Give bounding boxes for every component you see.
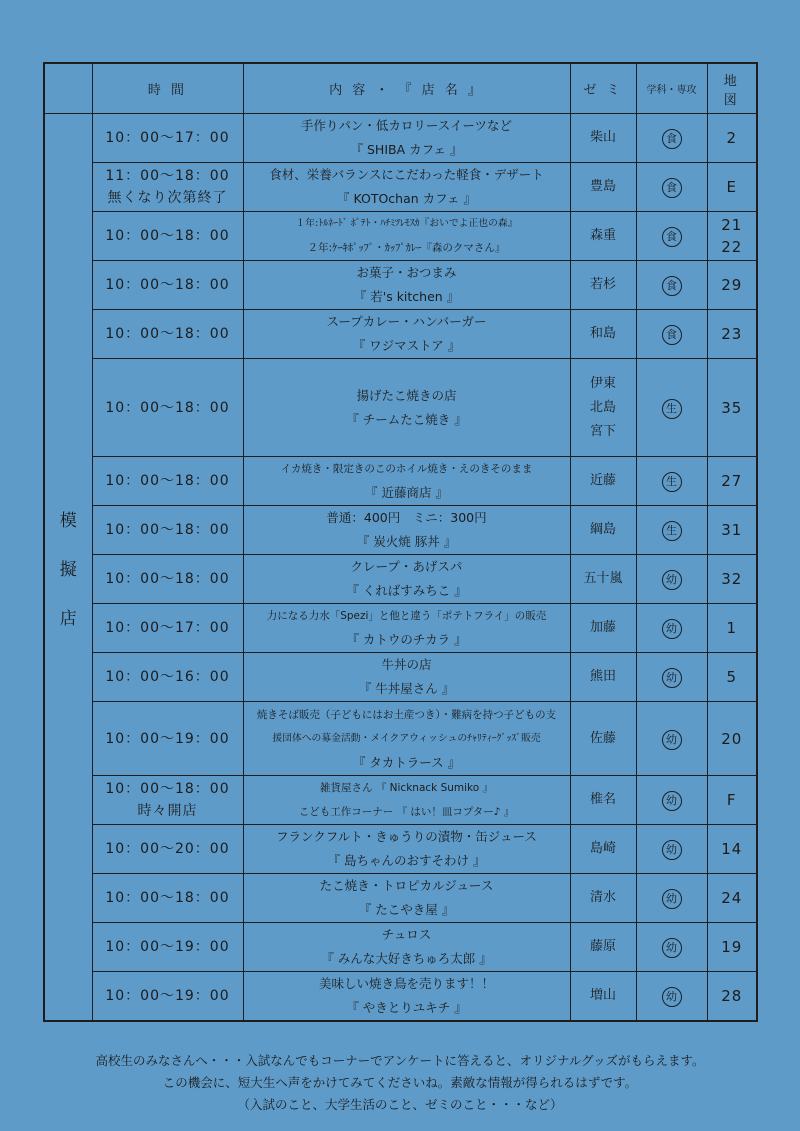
content-text: 『 KOTOchan カフェ 』 xyxy=(337,191,476,206)
map-number: F xyxy=(726,791,737,809)
content-text: 焼きそば販売（子どもにはお土産つき）・難病を持つ子どもの支 xyxy=(256,708,557,721)
time-cell xyxy=(92,923,243,972)
zemi-name: 加藤 xyxy=(589,620,616,635)
zemi-cell xyxy=(570,359,636,457)
map-cell xyxy=(707,555,757,604)
time-text: 10：00～18：00 xyxy=(105,277,230,293)
map-number: E xyxy=(726,178,737,196)
time-text: 10：00～18：00 xyxy=(105,473,230,489)
time-text: 10：00～18：00 xyxy=(105,890,230,906)
zemi-name: 椎名 xyxy=(589,792,616,807)
dept-badge: 幼 xyxy=(662,889,682,909)
zemi-cell xyxy=(570,776,636,825)
content-cell xyxy=(243,776,570,825)
category-label: 店 xyxy=(59,608,77,629)
content-text: １年:ﾄﾙﾈｰﾄﾞ ﾎﾟﾃﾄ・ﾊﾁﾐﾂﾚﾓｽｶ『おいでよ正也の森』 xyxy=(295,218,518,229)
map-cell xyxy=(707,506,757,555)
dept-badge: 幼 xyxy=(662,619,682,639)
content-text: 『 くればすみちこ 』 xyxy=(346,583,467,598)
dept-badge: 幼 xyxy=(662,987,682,1007)
content-cell xyxy=(243,653,570,702)
content-text: ２年:ｹｰｷﾎﾟｯﾌﾟ・ｶｯﾌﾟｶﾚｰ『森のクマさん』 xyxy=(307,242,506,254)
stall-row xyxy=(44,261,757,310)
time-cell xyxy=(92,506,243,555)
map-number: 22 xyxy=(721,238,743,256)
zemi-cell xyxy=(570,212,636,261)
zemi-name: 豊島 xyxy=(589,179,616,194)
header-zemi: ゼ ミ xyxy=(570,63,636,114)
zemi-name: 近藤 xyxy=(589,473,616,488)
map-number: 21 xyxy=(721,216,743,234)
content-cell xyxy=(243,359,570,457)
content-text: イカ焼き・限定きのこのホイル焼き・えのきそのまま xyxy=(280,463,533,475)
dept-cell xyxy=(636,825,707,874)
stall-row xyxy=(44,212,757,261)
content-text: フランクフルト・きゅうりの漬物・缶ジュース xyxy=(276,829,537,844)
zemi-cell xyxy=(570,555,636,604)
content-cell xyxy=(243,972,570,1022)
zemi-name: 若杉 xyxy=(589,277,616,292)
content-text: 揚げたこ焼きの店 xyxy=(356,387,457,403)
dept-cell xyxy=(636,457,707,506)
time-text: 無くなり次第終了 xyxy=(107,190,228,206)
dept-cell xyxy=(636,359,707,457)
stall-row xyxy=(44,825,757,874)
zemi-name: 佐藤 xyxy=(589,730,616,746)
stall-row xyxy=(44,359,757,457)
zemi-name: 清水 xyxy=(589,890,616,905)
dept-cell xyxy=(636,776,707,825)
dept-cell xyxy=(636,212,707,261)
content-cell xyxy=(243,702,570,776)
content-text: 力になる力水「Spezi」と他と違う「ポテトフライ」の販売 xyxy=(266,610,547,622)
content-text: チュロス xyxy=(381,927,432,942)
header-map-top: 地 xyxy=(723,73,740,89)
content-text: クレープ・あげスパ xyxy=(350,559,463,574)
time-text: 10：00～18：00 xyxy=(105,781,230,797)
header-category-blank xyxy=(44,63,92,114)
zemi-cell xyxy=(570,972,636,1022)
dept-cell xyxy=(636,874,707,923)
content-text: 美味しい焼き鳥を売ります！！ xyxy=(318,976,494,991)
map-number: 2 xyxy=(726,129,738,147)
content-text: 牛丼の店 xyxy=(381,657,432,672)
content-text: 『 チームたこ焼き 』 xyxy=(346,411,467,427)
zemi-cell xyxy=(570,506,636,555)
content-text: 援団体への募金活動・メイクアウィッシュのﾁｬﾘﾃｨｰｸﾞｯｽﾞ販売 xyxy=(272,732,541,744)
content-cell xyxy=(243,163,570,212)
content-cell xyxy=(243,212,570,261)
zemi-cell xyxy=(570,114,636,163)
category-label: 擬 xyxy=(59,559,77,580)
map-number: 24 xyxy=(721,889,743,907)
zemi-name: 柴山 xyxy=(589,130,616,145)
zemi-name: 北島 xyxy=(589,399,616,415)
dept-cell xyxy=(636,653,707,702)
map-cell xyxy=(707,114,757,163)
map-number: 31 xyxy=(721,521,743,539)
content-text: 食材、栄養バランスにこだわった軽食・デザート xyxy=(269,167,544,182)
content-text: 『 カトウのチカラ 』 xyxy=(346,632,467,647)
dept-cell xyxy=(636,114,707,163)
map-number: 1 xyxy=(726,619,738,637)
zemi-cell xyxy=(570,825,636,874)
zemi-cell xyxy=(570,310,636,359)
content-cell xyxy=(243,261,570,310)
content-text: スープカレー・ハンバーガー xyxy=(326,314,487,329)
map-number: 32 xyxy=(721,570,743,588)
map-cell xyxy=(707,359,757,457)
map-number: 28 xyxy=(721,987,743,1005)
time-cell xyxy=(92,702,243,776)
map-number: 14 xyxy=(721,840,743,858)
time-text: 10：00～18：00 xyxy=(105,571,230,587)
map-number: 29 xyxy=(721,276,743,294)
time-text: 10：00～19：00 xyxy=(105,988,230,1004)
time-cell xyxy=(92,212,243,261)
content-text: 『 若's kitchen 』 xyxy=(353,289,460,304)
zemi-name: 和島 xyxy=(589,326,616,341)
content-cell xyxy=(243,310,570,359)
dept-cell xyxy=(636,310,707,359)
zemi-cell xyxy=(570,261,636,310)
time-text: 10：00～17：00 xyxy=(105,130,230,146)
map-cell xyxy=(707,604,757,653)
dept-cell xyxy=(636,261,707,310)
footer-line: この機会に、短大生へ声をかけてみてくださいね。素敵な情報が得られるはずです。 xyxy=(162,1075,638,1090)
dept-badge: 生 xyxy=(662,399,682,419)
content-text: 『 ワジマストア 』 xyxy=(352,338,461,353)
map-cell xyxy=(707,653,757,702)
content-text: お菓子・おつまみ xyxy=(356,265,457,280)
content-text: 雑貨屋さん 『 Nicknack Sumiko 』 xyxy=(319,782,493,794)
map-number: 23 xyxy=(721,325,743,343)
zemi-cell xyxy=(570,923,636,972)
content-text: 『 みんな大好きちゅろ太郎 』 xyxy=(321,951,492,966)
zemi-cell xyxy=(570,604,636,653)
footer-line: （入試のこと、大学生活のこと、ゼミのこと・・・など） xyxy=(237,1097,563,1112)
zemi-cell xyxy=(570,457,636,506)
category-cell xyxy=(44,114,92,1022)
time-text: 10：00～18：00 xyxy=(105,522,230,538)
map-cell xyxy=(707,702,757,776)
stall-row xyxy=(44,776,757,825)
stall-row xyxy=(44,923,757,972)
time-text: 10：00～18：00 xyxy=(105,326,230,342)
stall-row xyxy=(44,114,757,163)
header-time: 時 間 xyxy=(92,63,243,114)
stall-row xyxy=(44,310,757,359)
content-text: 手作りパン・低カロリースイーツなど xyxy=(300,118,513,133)
dept-badge: 幼 xyxy=(662,668,682,688)
dept-badge: 幼 xyxy=(662,730,682,750)
content-text: たこ焼き・トロピカルジュース xyxy=(319,878,494,893)
time-text: 10：00～19：00 xyxy=(105,939,230,955)
stall-row xyxy=(44,555,757,604)
content-cell xyxy=(243,506,570,555)
stall-row xyxy=(44,874,757,923)
time-cell xyxy=(92,653,243,702)
dept-badge: 食 xyxy=(662,178,682,198)
footer-notice xyxy=(0,1050,800,1116)
stall-row xyxy=(44,457,757,506)
zemi-cell xyxy=(570,702,636,776)
content-text: 『 近藤商店 』 xyxy=(365,485,448,500)
time-cell xyxy=(92,310,243,359)
header-row xyxy=(44,63,757,114)
time-cell xyxy=(92,874,243,923)
content-cell xyxy=(243,457,570,506)
content-text: 『 タカトラース 』 xyxy=(352,754,461,770)
map-cell xyxy=(707,825,757,874)
map-cell xyxy=(707,457,757,506)
content-text: 『 たこやき屋 』 xyxy=(358,902,455,917)
dept-badge: 幼 xyxy=(662,791,682,811)
zemi-name: 増山 xyxy=(589,988,616,1003)
content-text: 『 炭火焼 豚丼 』 xyxy=(356,534,457,549)
dept-badge: 食 xyxy=(662,129,682,149)
time-text: 10：00～18：00 xyxy=(105,228,230,244)
content-cell xyxy=(243,825,570,874)
time-cell xyxy=(92,261,243,310)
stall-row xyxy=(44,163,757,212)
time-cell xyxy=(92,776,243,825)
header-content: 内 容 ・ 『 店 名 』 xyxy=(243,63,570,114)
content-cell xyxy=(243,923,570,972)
content-cell xyxy=(243,114,570,163)
time-text: 10：00～20：00 xyxy=(105,841,230,857)
map-cell xyxy=(707,163,757,212)
dept-badge: 食 xyxy=(662,276,682,296)
zemi-name: 熊田 xyxy=(589,669,616,684)
map-cell xyxy=(707,310,757,359)
dept-badge: 食 xyxy=(662,227,682,247)
zemi-cell xyxy=(570,163,636,212)
dept-badge: 幼 xyxy=(662,840,682,860)
dept-cell xyxy=(636,604,707,653)
content-text: こども工作コーナー 『 はい！皿コプター♪ 』 xyxy=(298,806,515,818)
zemi-name: 森重 xyxy=(589,228,616,243)
time-text: 10：00～19：00 xyxy=(105,730,230,747)
time-text: 10：00～17：00 xyxy=(105,620,230,636)
content-text: 『 島ちゃんのおすそわけ 』 xyxy=(327,853,486,868)
stall-row xyxy=(44,972,757,1022)
stall-schedule-table xyxy=(43,62,758,1022)
time-text: 時々開店 xyxy=(137,803,198,819)
zemi-name: 綱島 xyxy=(589,522,616,537)
time-cell xyxy=(92,604,243,653)
map-cell xyxy=(707,874,757,923)
content-text: 『 牛丼屋さん 』 xyxy=(358,681,455,696)
zemi-cell xyxy=(570,653,636,702)
dept-cell xyxy=(636,555,707,604)
dept-cell xyxy=(636,972,707,1022)
map-number: 5 xyxy=(726,668,738,686)
time-cell xyxy=(92,163,243,212)
zemi-name: 宮下 xyxy=(589,423,616,439)
map-cell xyxy=(707,212,757,261)
map-number: 19 xyxy=(721,938,743,956)
dept-badge: 幼 xyxy=(662,570,682,590)
category-label: 模 xyxy=(59,510,77,531)
time-cell xyxy=(92,457,243,506)
header-map-bottom: 図 xyxy=(723,92,740,108)
dept-cell xyxy=(636,702,707,776)
zemi-cell xyxy=(570,874,636,923)
dept-cell xyxy=(636,163,707,212)
map-cell xyxy=(707,261,757,310)
map-number: 20 xyxy=(721,729,743,748)
time-text: 11：00～18：00 xyxy=(105,168,230,184)
dept-badge: 生 xyxy=(662,521,682,541)
time-cell xyxy=(92,555,243,604)
stall-row xyxy=(44,653,757,702)
time-text: 10：00～18：00 xyxy=(105,399,230,416)
content-cell xyxy=(243,555,570,604)
content-text: 『 やきとりユキチ 』 xyxy=(346,1000,467,1015)
stall-row xyxy=(44,702,757,776)
zemi-name: 島崎 xyxy=(589,841,616,856)
stall-row xyxy=(44,506,757,555)
content-text: 普通：400円 ミニ：300円 xyxy=(326,510,487,525)
footer-line: 高校生のみなさんへ・・・入試なんでもコーナーでアンケートに答えると、オリジナルグッズがもらえます。 xyxy=(95,1053,705,1068)
map-cell xyxy=(707,923,757,972)
zemi-name: 伊東 xyxy=(589,375,616,391)
content-cell xyxy=(243,874,570,923)
dept-badge: 生 xyxy=(662,472,682,492)
zemi-name: 藤原 xyxy=(589,939,616,954)
dept-badge: 幼 xyxy=(662,938,682,958)
zemi-name: 五十嵐 xyxy=(583,571,623,586)
map-cell xyxy=(707,972,757,1022)
content-cell xyxy=(243,604,570,653)
dept-cell xyxy=(636,506,707,555)
time-cell xyxy=(92,972,243,1022)
header-dept: 学科・専攻 xyxy=(636,63,707,114)
map-number: 35 xyxy=(721,398,743,417)
map-number: 27 xyxy=(721,472,743,490)
time-text: 10：00～16：00 xyxy=(105,669,230,685)
time-cell xyxy=(92,359,243,457)
map-cell xyxy=(707,776,757,825)
time-cell xyxy=(92,825,243,874)
dept-badge: 食 xyxy=(662,325,682,345)
header-map xyxy=(707,63,757,114)
stall-row xyxy=(44,604,757,653)
dept-cell xyxy=(636,923,707,972)
time-cell xyxy=(92,114,243,163)
content-text: 『 SHIBA カフェ 』 xyxy=(350,142,463,157)
